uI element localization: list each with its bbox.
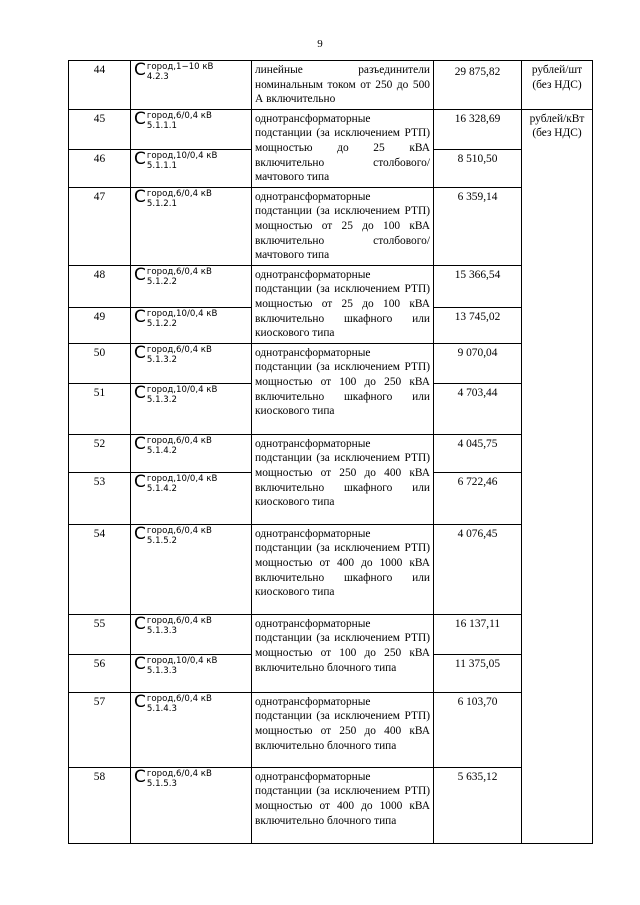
code-superscript: город,6/0,4 кВ [146, 525, 212, 536]
row-description: однотрансформаторные подстанции (за исключением РТП) мощностью от 100 до 250 кВА включительно шкафного или киоскового типа [252, 343, 434, 434]
row-unit: рублей/кВт (без НДС) [522, 109, 593, 843]
row-number: 48 [69, 265, 131, 307]
row-description: однотрансформаторные подстанции (за исключением РТП) мощностью от 400 до 1000 кВА включительно шкафного или киоскового типа [252, 524, 434, 614]
tariff-code: C город,6/0,4 кВ 5.1.5.2 [131, 524, 252, 614]
row-description: однотрансформаторные подстанции (за исключением РТП) мощностью от 25 до 100 кВА включительно столбового/мачтового типа [252, 187, 434, 265]
row-description: однотрансформаторные подстанции (за исключением РТП) мощностью от 100 до 250 кВА включительно блочного типа [252, 614, 434, 692]
tariff-code: C город,6/0,4 кВ 5.1.3.3 [131, 614, 252, 654]
tariff-code: C город,6/0,4 кВ 5.1.2.1 [131, 187, 252, 265]
code-subscript: 4.2.3 [146, 72, 169, 82]
code-superscript: город,6/0,4 кВ [146, 435, 212, 446]
code-subscript: 5.1.2.2 [146, 318, 177, 329]
row-number: 58 [69, 767, 131, 843]
code-subscript: 5.1.4.3 [146, 703, 177, 714]
code-subscript: 5.1.4.2 [146, 483, 177, 494]
tariff-code: C город,10/0,4 кВ 5.1.4.2 [131, 472, 252, 524]
code-subscript: 5.1.2.1 [146, 198, 177, 209]
row-number: 54 [69, 524, 131, 614]
code-superscript: город,6/0,4 кВ [146, 693, 212, 704]
code-superscript: город,10/0,4 кВ [146, 308, 218, 319]
code-superscript: город,1−10 кВ [146, 62, 214, 72]
row-number: 56 [69, 654, 131, 692]
table-row [69, 265, 593, 307]
row-description: линейные разъединители номинальным током от 250 до 500 А включительно [252, 61, 434, 110]
code-subscript: 5.1.5.3 [146, 778, 177, 789]
row-number: 55 [69, 614, 131, 654]
tariff-code: C город,6/0,4 кВ 5.1.2.2 [131, 265, 252, 307]
code-superscript: город,6/0,4 кВ [146, 344, 212, 355]
row-description: однотрансформаторные подстанции (за исключением РТП) мощностью от 250 до 400 кВА включительно блочного типа [252, 692, 434, 767]
code-subscript: 5.1.3.3 [146, 625, 177, 636]
row-number: 53 [69, 472, 131, 524]
code-superscript: город,6/0,4 кВ [146, 110, 212, 121]
row-number: 45 [69, 109, 131, 149]
tariff-code: C город,10/0,4 кВ 5.1.3.3 [131, 654, 252, 692]
row-description: однотрансформаторные подстанции (за исключением РТП) мощностью от 25 до 100 кВА включительно шкафного или киоскового типа [252, 265, 434, 343]
row-value: 5 635,12 [434, 767, 522, 843]
row-value: 6 722,46 [434, 472, 522, 524]
row-value: 4 045,75 [434, 434, 522, 472]
page-number: 9 [317, 38, 323, 50]
tariff-table [68, 60, 593, 844]
code-subscript: 5.1.5.2 [146, 535, 177, 546]
code-superscript: город,10/0,4 кВ [146, 150, 218, 161]
code-subscript: 5.1.1.1 [146, 160, 177, 171]
row-number: 50 [69, 343, 131, 383]
row-value: 4 076,45 [434, 524, 522, 614]
code-superscript: город,10/0,4 кВ [146, 384, 218, 395]
table-row [69, 614, 593, 654]
code-superscript: город,6/0,4 кВ [146, 768, 212, 779]
table-row [69, 767, 593, 843]
row-value: 9 070,04 [434, 343, 522, 383]
code-superscript: город,10/0,4 кВ [146, 655, 218, 666]
row-number: 57 [69, 692, 131, 767]
row-description: однотрансформаторные подстанции (за исключением РТП) мощностью от 400 до 1000 кВА включительно блочного типа [252, 767, 434, 843]
row-number: 44 [69, 61, 131, 110]
tariff-code: C город,10/0,4 кВ 5.1.2.2 [131, 307, 252, 343]
table-row [69, 187, 593, 265]
row-unit: рублей/шт (без НДС) [522, 61, 593, 110]
tariff-code: C город,1−10 кВ 4.2.3 [131, 61, 252, 110]
row-value: 15 366,54 [434, 265, 522, 307]
code-subscript: 5.1.3.3 [146, 665, 177, 676]
code-subscript: 5.1.3.2 [146, 354, 177, 365]
code-superscript: город,6/0,4 кВ [146, 188, 212, 199]
code-subscript: 5.1.2.2 [146, 276, 177, 287]
table-row [69, 343, 593, 383]
tariff-code: C город,6/0,4 кВ 5.1.5.3 [131, 767, 252, 843]
row-number: 47 [69, 187, 131, 265]
table-row [69, 524, 593, 614]
tariff-code: C город,6/0,4 кВ 5.1.4.2 [131, 434, 252, 472]
code-subscript: 5.1.3.2 [146, 394, 177, 405]
row-number: 49 [69, 307, 131, 343]
row-value: 4 703,44 [434, 383, 522, 434]
code-superscript: город,6/0,4 кВ [146, 266, 212, 277]
tariff-code: C город,10/0,4 кВ 5.1.3.2 [131, 383, 252, 434]
row-description: однотрансформаторные подстанции (за исключением РТП) мощностью до 25 кВА включительно столбового/мачтового типа [252, 109, 434, 187]
row-value: 13 745,02 [434, 307, 522, 343]
code-superscript: город,10/0,4 кВ [146, 473, 218, 484]
row-value: 8 510,50 [434, 149, 522, 187]
tariff-code: C город,6/0,4 кВ 5.1.3.2 [131, 343, 252, 383]
row-value: 16 328,69 [434, 109, 522, 149]
code-subscript: 5.1.1.1 [146, 120, 177, 131]
tariff-code: C город,6/0,4 кВ 5.1.4.3 [131, 692, 252, 767]
row-description: однотрансформаторные подстанции (за исключением РТП) мощностью от 250 до 400 кВА включительно шкафного или киоскового типа [252, 434, 434, 524]
row-value: 6 359,14 [434, 187, 522, 265]
row-value: 11 375,05 [434, 654, 522, 692]
row-number: 51 [69, 383, 131, 434]
code-subscript: 5.1.4.2 [146, 445, 177, 456]
row-value: 29 875,82 [434, 61, 522, 110]
row-number: 52 [69, 434, 131, 472]
tariff-code: C город,6/0,4 кВ 5.1.1.1 [131, 109, 252, 149]
table-row [69, 109, 593, 149]
row-value: 16 137,11 [434, 614, 522, 654]
table-row [69, 692, 593, 767]
code-superscript: город,6/0,4 кВ [146, 615, 212, 626]
table-row [69, 434, 593, 472]
table-row [69, 61, 593, 110]
row-number: 46 [69, 149, 131, 187]
tariff-code: C город,10/0,4 кВ 5.1.1.1 [131, 149, 252, 187]
row-value: 6 103,70 [434, 692, 522, 767]
